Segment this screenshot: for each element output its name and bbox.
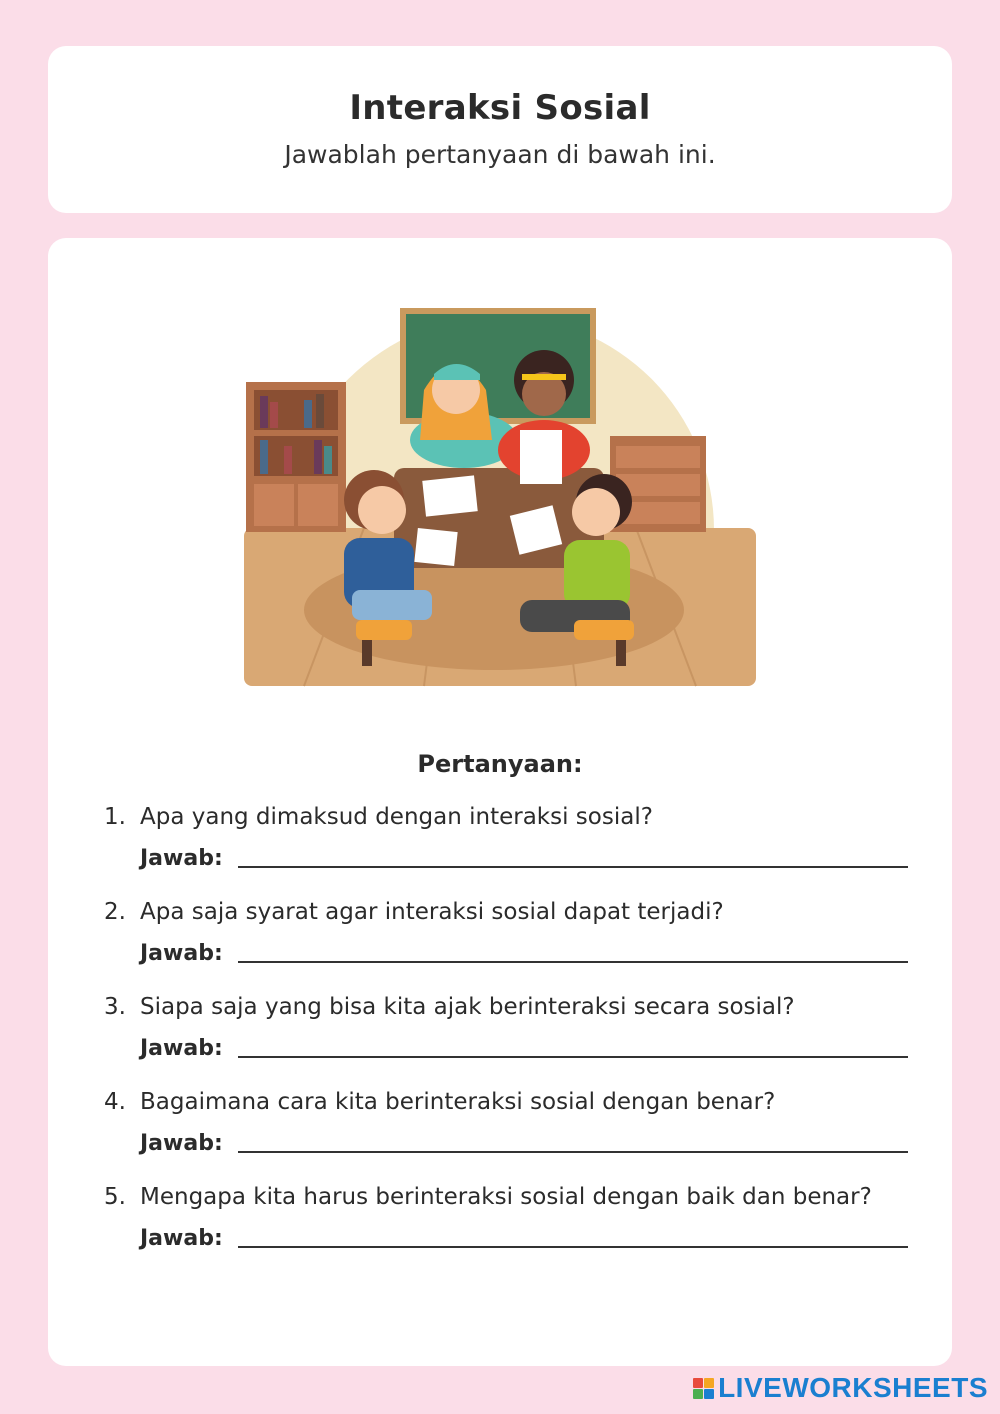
question-text: Apa saja syarat agar interaksi sosial dapat terjadi? xyxy=(140,899,724,925)
answer-label: Jawab: xyxy=(140,1036,223,1061)
brand-text: LIVEWORKSHEETS xyxy=(718,1372,988,1403)
question-text: Bagaimana cara kita berinteraksi sosial dengan benar? xyxy=(140,1089,776,1115)
question-number: 3. xyxy=(104,994,126,1020)
question-number: 5. xyxy=(104,1184,126,1210)
question-item xyxy=(104,1184,904,1279)
answer-label: Jawab: xyxy=(140,846,223,871)
questions-heading: Pertanyaan: xyxy=(417,750,583,778)
classroom-illustration xyxy=(244,290,756,688)
question-text: Mengapa kita harus berinteraksi sosial dengan baik dan benar? xyxy=(140,1184,872,1210)
page-subtitle: Jawablah pertanyaan di bawah ini. xyxy=(284,140,716,169)
answer-label: Jawab: xyxy=(140,1226,223,1251)
answer-field[interactable] xyxy=(238,1056,908,1058)
question-list xyxy=(104,804,904,1279)
question-text: Siapa saja yang bisa kita ajak berinteraksi secara sosial? xyxy=(140,994,795,1020)
header-card xyxy=(48,46,952,213)
question-number: 4. xyxy=(104,1089,126,1115)
answer-label: Jawab: xyxy=(140,1131,223,1156)
answer-field[interactable] xyxy=(238,1151,908,1153)
answer-label: Jawab: xyxy=(140,941,223,966)
answer-field[interactable] xyxy=(238,1246,908,1248)
page-title: Interaksi Sosial xyxy=(349,88,651,128)
liveworksheets-logo[interactable] xyxy=(693,1372,988,1404)
question-number: 1. xyxy=(104,804,126,830)
answer-field[interactable] xyxy=(238,866,908,868)
logo-icon xyxy=(693,1378,714,1399)
question-text: Apa yang dimaksud dengan interaksi sosial? xyxy=(140,804,653,830)
question-number: 2. xyxy=(104,899,126,925)
question-item xyxy=(104,899,904,994)
answer-field[interactable] xyxy=(238,961,908,963)
question-item xyxy=(104,994,904,1089)
question-item xyxy=(104,1089,904,1184)
question-item xyxy=(104,804,904,899)
worksheet-card xyxy=(48,238,952,1366)
